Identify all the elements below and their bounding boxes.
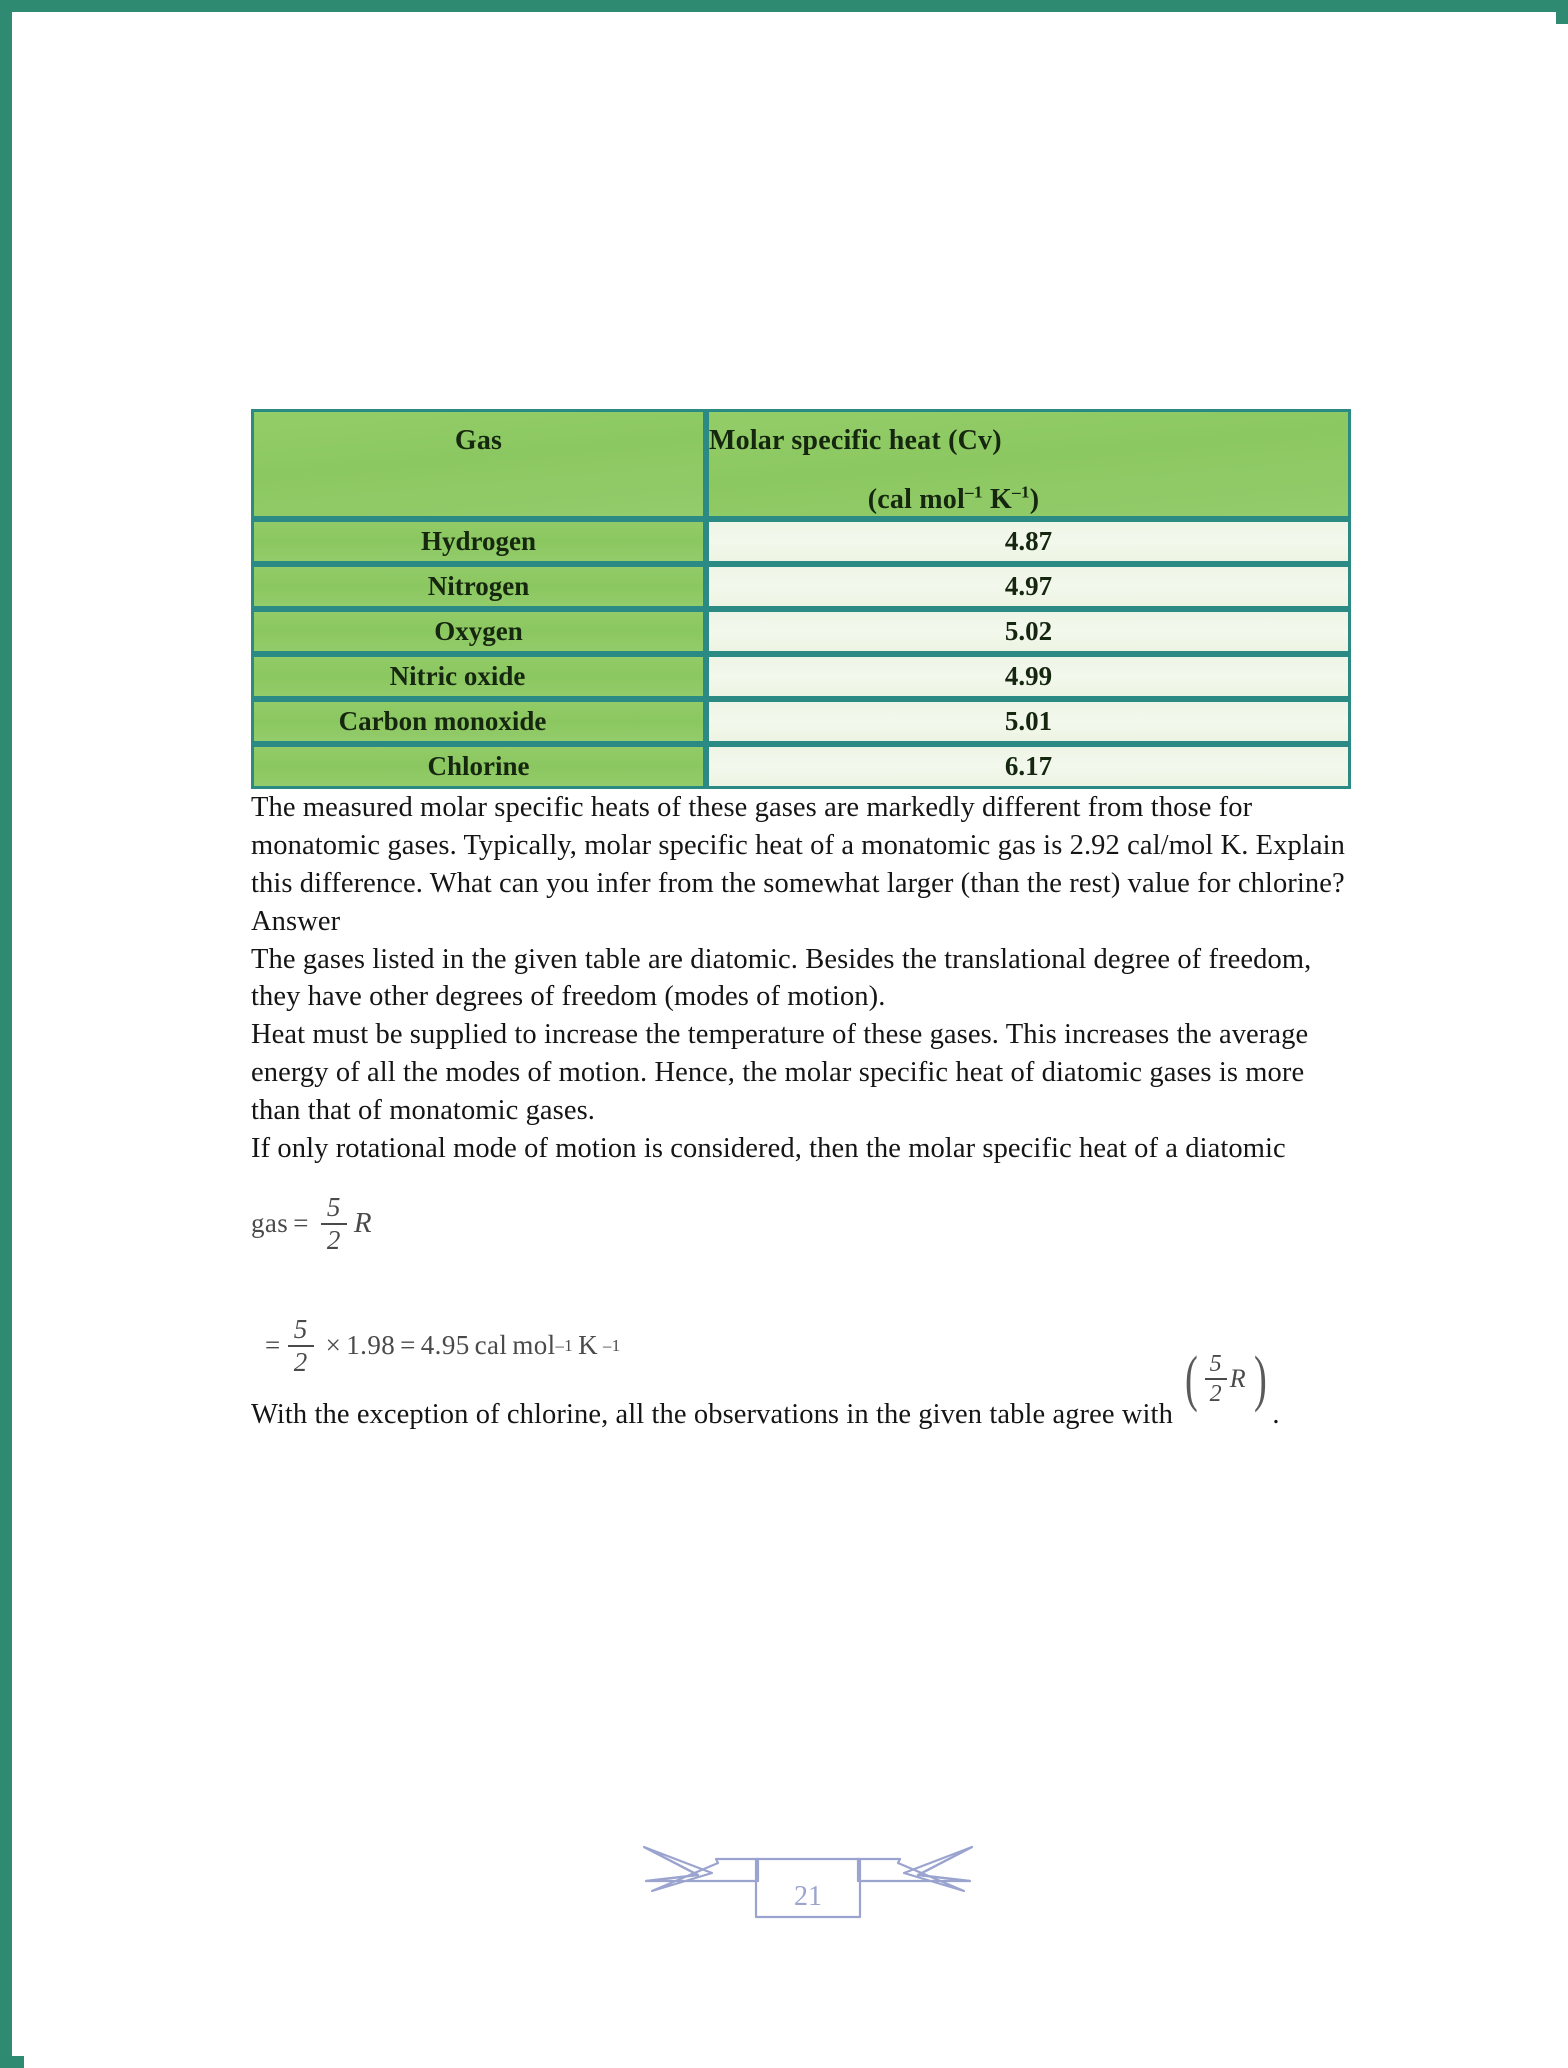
right-parenthesis: ) [1253, 1344, 1267, 1413]
equation2-unit-mol: mol [512, 1330, 556, 1361]
table-cell-cv: 6.17 [706, 744, 1351, 789]
fraction-five-halves [321, 1191, 347, 1255]
fraction-five-halves-inline [1205, 1352, 1227, 1406]
fraction-denominator: 2 [326, 1224, 341, 1255]
gas-constant-symbol: R [353, 1207, 372, 1240]
table-row [251, 519, 1351, 564]
equation2-unit-cal: cal [474, 1330, 508, 1361]
question-paragraph: The measured molar specific heats of these gases are markedly different from those for monatomic gases. Typically, molar specific heat of a monatomic gas is 2.92 cal/mol K. Explain this difference. What can you infer from the somewhat larger (than the rest) value for chlorine? [251, 792, 1345, 899]
fraction-denominator: 2 [1209, 1380, 1222, 1407]
table-cell-gas: Hydrogen [251, 519, 706, 564]
units-exp-2: –1 [1011, 482, 1030, 502]
equation-equals: = [293, 1208, 309, 1239]
answer-paragraph-3: If only rotational mode of motion is considered, then the molar specific heat of a diatomic [251, 1133, 1286, 1165]
table-header-cv-label: Molar specific heat (Cv) [709, 425, 1002, 456]
equation-gas-label: gas [251, 1208, 289, 1239]
table-row [251, 699, 1351, 744]
table-header-gas [251, 409, 706, 519]
table-cell-gas: Nitrogen [251, 564, 706, 609]
table-cell-gas: Chlorine [251, 744, 706, 789]
fraction-denominator: 2 [293, 1346, 308, 1377]
fraction-numerator: 5 [1209, 1350, 1222, 1377]
table-header-row [251, 409, 1351, 519]
table-row [251, 564, 1351, 609]
equation-gas-cv [251, 1191, 1351, 1255]
equation2-times: × [325, 1330, 342, 1361]
equation2-result: 4.95 [420, 1330, 470, 1361]
table-row [251, 744, 1351, 789]
final-sentence-period: . [1272, 1398, 1280, 1430]
answer-paragraph-2: Heat must be supplied to increase the temperature of these gases. This increases the average energy of all the modes of motion. Hence, the molar specific heat of diatomic gases is more than that of monatomic gases. [251, 1019, 1309, 1127]
table-cell-gas: Nitric oxide [251, 654, 706, 699]
equation2-factor: 1.98 [346, 1330, 396, 1361]
table-cell-cv: 4.97 [706, 564, 1351, 609]
table-header-cv [706, 409, 1351, 519]
table-cell-cv: 4.99 [706, 654, 1351, 699]
fraction-numerator: 5 [326, 1191, 341, 1222]
fraction-five-halves-2 [288, 1313, 314, 1377]
table-cell-gas: Oxygen [251, 609, 706, 654]
answer-label: Answer [251, 905, 341, 937]
table-row [251, 609, 1351, 654]
answer-paragraph-1: The gases listed in the given table are diatomic. Besides the translational degree of freedom, they have other degrees of freedom (modes of motion). [251, 943, 1312, 1013]
equation2-equals: = [265, 1330, 281, 1361]
table-header-cv-units [709, 457, 1348, 516]
table-row [251, 654, 1351, 699]
gas-constant-symbol: R [1229, 1363, 1246, 1393]
units-suffix: ) [1029, 484, 1040, 515]
table-cell-cv: 5.01 [706, 699, 1351, 744]
fraction-numerator: 5 [293, 1313, 308, 1344]
equation2-unit-kelvin: K [578, 1330, 598, 1361]
table-cell-cv: 4.87 [706, 519, 1351, 564]
page-number-ribbon [638, 1829, 978, 1949]
left-parenthesis: ( [1184, 1344, 1198, 1413]
table-cell-cv: 5.02 [706, 609, 1351, 654]
equation-numeric-result: = $\frac{5}{2}$ × 1.98 = 4.95 cal mol –1 K –1 [265, 1313, 621, 1377]
page-number: 21 [794, 1881, 822, 1912]
equation2-equals-2: = [400, 1330, 416, 1361]
units-exp-1: –1 [965, 482, 983, 502]
page-inner [24, 24, 1568, 2068]
document-content [251, 409, 1351, 1434]
inline-parenthesized-fraction [1181, 1344, 1270, 1413]
units-mid: K [982, 484, 1012, 515]
table-cell-gas: Carbon monoxide [251, 699, 706, 744]
molar-specific-heat-table [251, 409, 1351, 789]
table-header-gas-label: Gas [454, 425, 503, 456]
units-prefix: (cal mol [867, 484, 965, 515]
final-sentence-text: With the exception of chlorine, all the observations in the given table agree with [251, 1398, 1173, 1430]
